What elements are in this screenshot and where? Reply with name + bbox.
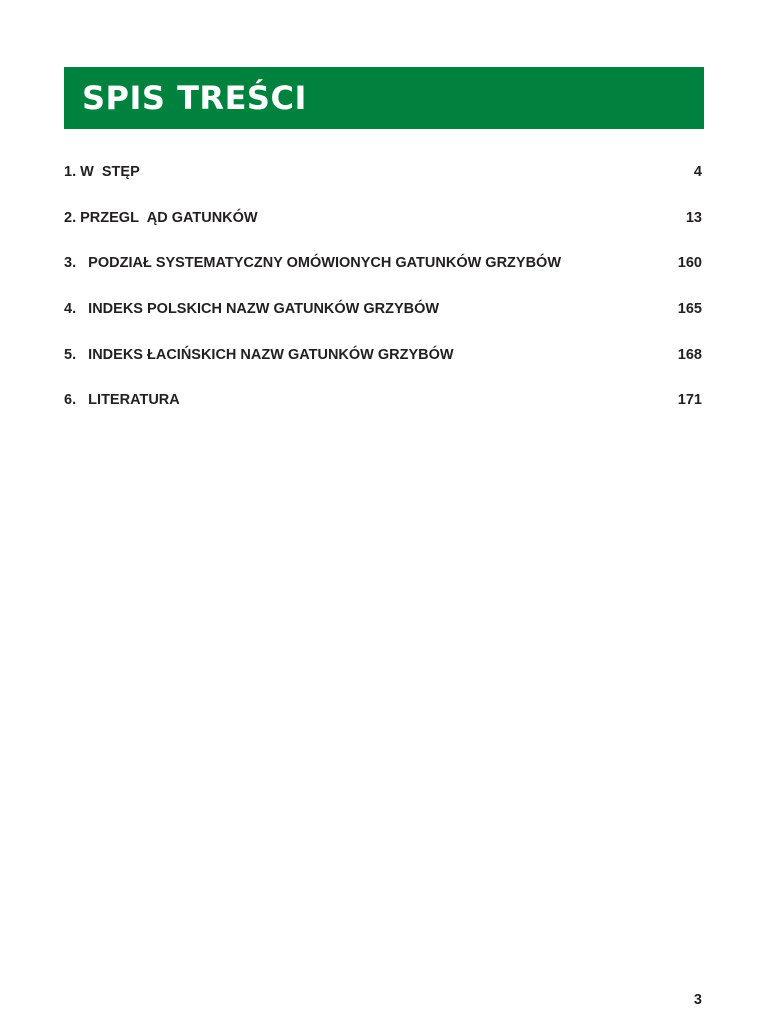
page-title: SPIS TREŚCI — [82, 79, 307, 117]
toc-entry-label: 3. PODZIAŁ SYSTEMATYCZNY OMÓWIONYCH GATUNKÓW GRZYBÓW — [64, 255, 562, 272]
toc-entry-label: 2. PRZEGL ĄD GATUNKÓW — [64, 209, 258, 226]
toc-entry-page: 4 — [693, 164, 702, 180]
toc-entry[interactable] — [64, 255, 702, 301]
toc-entry-label: 4. INDEKS POLSKICH NAZW GATUNKÓW GRZYBÓW — [64, 301, 440, 318]
toc-entry-page: 168 — [677, 346, 702, 363]
toc-entry[interactable] — [64, 164, 702, 210]
toc-entry[interactable] — [64, 347, 702, 393]
toc-entry-label: 5. INDEKS ŁACIŃSKICH NAZW GATUNKÓW GRZYBÓW — [64, 346, 454, 363]
toc-entry-page: 13 — [685, 209, 702, 226]
page-number: 3 — [693, 992, 702, 1008]
toc-entry-page: 171 — [677, 392, 702, 409]
toc-entry[interactable] — [64, 392, 702, 438]
table-of-contents — [64, 164, 702, 438]
toc-entry-page: 160 — [677, 255, 702, 272]
toc-entry[interactable] — [64, 210, 702, 256]
title-banner — [64, 67, 704, 129]
toc-entry-label: 1. W STĘP — [64, 164, 140, 180]
toc-entry-label: 6. LITERATURA — [64, 392, 180, 409]
toc-entry[interactable] — [64, 301, 702, 347]
toc-entry-page: 165 — [677, 301, 702, 318]
